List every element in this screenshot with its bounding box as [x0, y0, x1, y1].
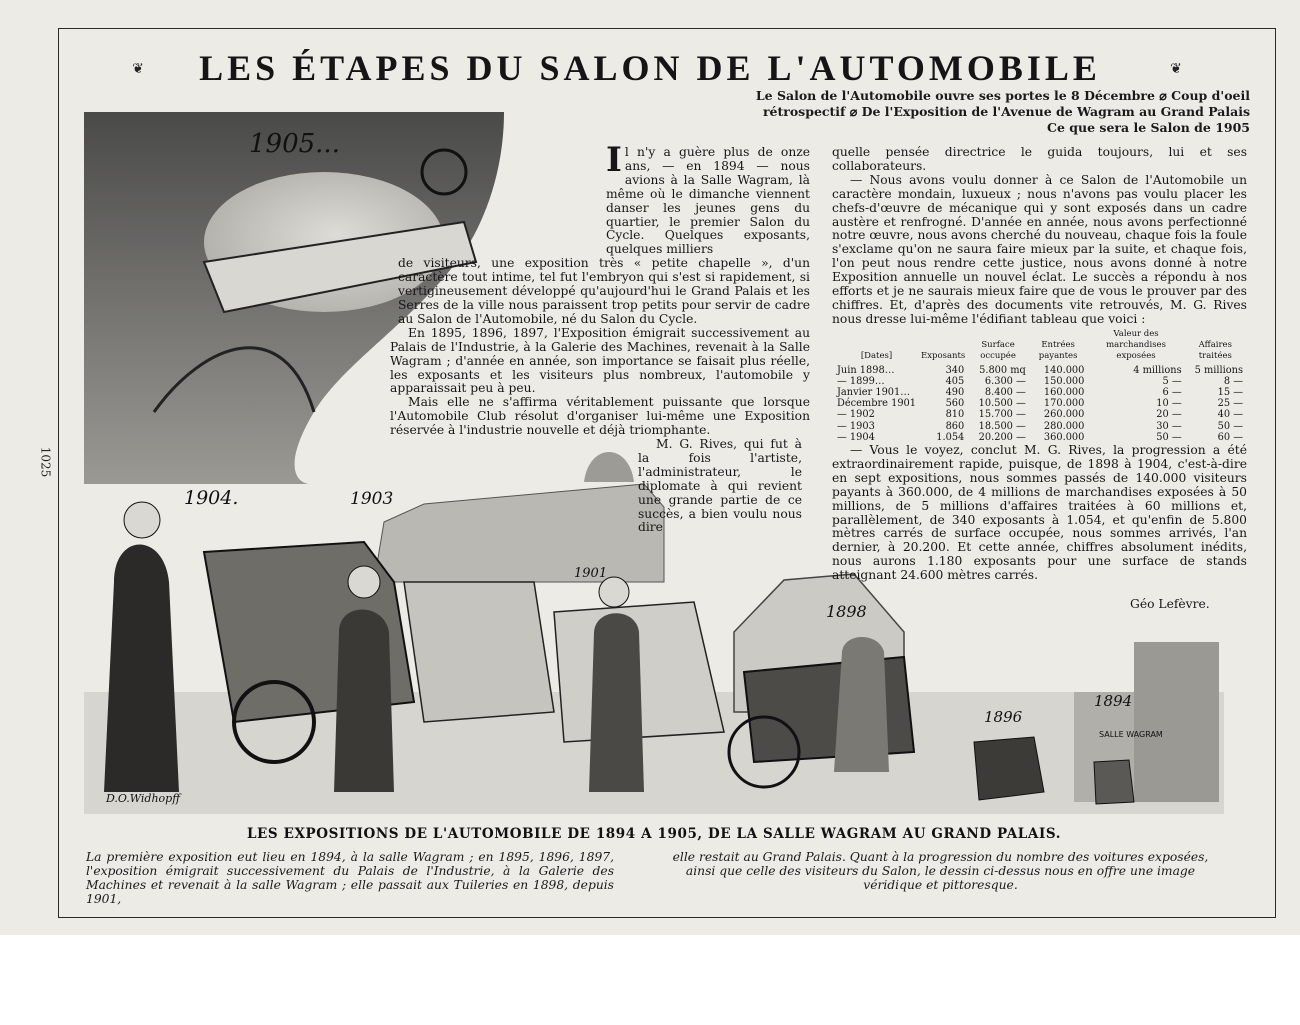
table-cell: 140.000 [1043, 364, 1085, 376]
article-paragraph: En 1895, 1896, 1897, l'Exposition émigrait successivement au Palais de l'Industrie, à la Galerie des Machines, revenait à la Salle Wagram ; d'année en année, son importance se faisait plus réelle, les exposants et les visiteurs plus nombreux, l'automobile y apparaissait peu à peu. [390, 325, 810, 396]
subtitle-line: Le Salon de l'Automobile ouvre ses portes le 8 Décembre ⌀ Coup d'oeil [755, 88, 1250, 103]
caption-left: La première exposition eut lieu en 1894, à la salle Wagram ; en 1895, 1896, 1897, l'exposition émigrait successivement du Palais de l'Industrie, à la Galerie des Machines et revenait à la salle Wagram ; elle passait aux Tuileries en 1898, depuis 1901, [86, 850, 614, 906]
table-cell: 5.800 mq [979, 364, 1026, 376]
car-1903 [404, 582, 554, 722]
wagram-building [1134, 642, 1219, 802]
year-label-1894: 1894 [1094, 692, 1133, 710]
dropcap: I [606, 140, 622, 180]
table-cell: 5 — [1162, 375, 1182, 387]
table-cell: 160.000 [1043, 387, 1085, 399]
table-cell: 18.500 — [978, 420, 1026, 432]
table-header: Entrées payantes [1038, 340, 1078, 362]
table-cell: — 1903 [837, 420, 875, 432]
author-signature: Géo Lefèvre. [1130, 597, 1210, 611]
caption-right: elle restait au Grand Palais. Quant à la progression du nombre des voitures exposées, ainsi que celle des visiteurs du Salon, le dessin ci-dessus nous en offre une image véridique et pittoresque. [672, 850, 1209, 892]
table-cell: 490 [945, 387, 965, 399]
year-label-1896: 1896 [984, 708, 1023, 726]
page-number: 1025 [38, 446, 53, 478]
article-column-2-continued [832, 444, 1247, 583]
table-cell: 8.400 — [984, 387, 1026, 399]
car-1896 [974, 737, 1044, 800]
table-cell: 10.500 — [978, 398, 1026, 410]
subtitle-line: rétrospectif ⌀ De l'Exposition de l'Avenue de Wagram au Grand Palais [762, 104, 1250, 119]
table-cell: — 1899… [837, 375, 885, 387]
table-cell: 15 — [1217, 387, 1243, 399]
year-label-1901: 1901 [574, 566, 608, 581]
article-column-2 [832, 146, 1247, 327]
article-paragraph: — Nous avons voulu donner à ce Salon de l'Automobile un caractère mondain, luxueux ; nous n'avons pas voulu placer les chefs-d'œuvre de mécanique qui y sont exposés dans un cadre austère et renfrogné. D'année en année, nous avons perfectionné notre œuvre, nous avons cherché du nouveau, chaque fois la foule s'exclame qu'on ne saura faire mieux par la suite, et chaque fois, l'on peut nous rendre cette justice, nous avons donné à notre Exposition annuelle un nouvel éclat. Le succès a répondu à nos efforts et je ne saurais mieux faire que de vous le prouver par des chiffres. Et, d'après des documents vite retrouvés, M. G. Rives nous dresse lui-même l'édifiant tableau que voici : [832, 172, 1247, 326]
table-header-row [834, 329, 1246, 365]
table-cell: 50 — [1156, 431, 1182, 443]
article-paragraph [606, 140, 810, 257]
article-paragraph: — Vous le voyez, conclut M. G. Rives, la progression a été extraordinairement rapide, puisque, de 1898 à 1904, c'est-à-dire en sept expositions, nous sommes passés de 140.000 visiteurs payants à 360.000, de 4 millions de marchandises exposées à 50 millions, de 5 millions d'affaires traitées à 60 millions et, parallèlement, de 340 exposants à 1.054, et qu'enfin de 5.800 mètres carrés de surface occupée, nous sommes arrivés, l'an dernier, à 20.200. Et cette année, chiffres absolument inédits, nous aurons 1.180 exposants pour une surface de stands atteignant 24.600 mètres carrés. [832, 443, 1247, 583]
table-cell: Janvier 1901… [837, 387, 911, 399]
table-cell: 260.000 [1043, 409, 1085, 421]
car-1898 [744, 657, 914, 762]
article-paragraph: quelle pensée directrice le guida toujours, lui et ses collaborateurs. [832, 145, 1247, 173]
table-row [834, 365, 1246, 376]
article-paragraph: de visiteurs, une exposition très « petite chapelle », d'un caractère tout intime, tel fut l'embryon qui s'est si rapidement, si vertigineusement développé qu'aujourd'hui le Grand Palais et les Serres de la ville nous paraissent trop petits pour servir de cadre au Salon de l'Automobile, né du Salon du Cycle. [398, 256, 810, 326]
table-cell: 8 — [1223, 375, 1243, 387]
leaf-ornament-right-icon: ❦ [1170, 61, 1182, 77]
table-cell: 25 — [1217, 398, 1243, 410]
table-cell: — 1902 [837, 409, 875, 421]
table-row [834, 376, 1246, 387]
table-header: Valeur des marchandises exposées [1106, 329, 1166, 362]
table-row [834, 387, 1246, 398]
paragraph-text: l n'y a guère plus de onze ans, — en 1894 — nous avions à la Salle Wagram, là même où le dimanche viennent danser les jeunes gens du quartier, le premier Salon du Cycle. Quelques exposants, quelques milliers [606, 145, 810, 257]
artist-signature: D.O.Widhopff [106, 792, 181, 805]
table-cell: Décembre 1901 [837, 398, 917, 410]
table-cell: 280.000 [1043, 420, 1085, 432]
table-cell: 150.000 [1043, 375, 1085, 387]
table-cell: 5 millions [1194, 364, 1243, 376]
table-cell: 60 — [1217, 431, 1243, 443]
table-cell: 1.054 [936, 431, 965, 443]
figure-1898-driver [834, 637, 889, 772]
figure-1901-driver [589, 613, 644, 792]
table-cell: 40 — [1217, 409, 1243, 421]
caption-title: LES EXPOSITIONS DE L'AUTOMOBILE DE 1894 A 1905, DE LA SALLE WAGRAM AU GRAND PALAIS. [246, 826, 1062, 842]
table-header: Affaires traitées [1198, 340, 1232, 362]
figure-1903-driver [334, 610, 394, 793]
figure-head [124, 502, 160, 538]
table-cell: 360.000 [1043, 431, 1085, 443]
article-paragraph: M. G. Rives, qui fut à la fois l'artiste, l'administrateur, le diplomate à qui revient une grande partie de ce succès, a bien voulu nous dire [638, 437, 802, 535]
table-cell: 6.300 — [984, 375, 1026, 387]
year-label-1903: 1903 [350, 489, 394, 509]
article-column-1 [390, 140, 810, 535]
figure-head [348, 566, 380, 598]
page-title: LES ÉTAPES DU SALON DE L'AUTOMOBILE [199, 48, 1101, 88]
year-label-1904: 1904. [184, 487, 239, 509]
table-cell: 405 [945, 375, 965, 387]
article-paragraph: Mais elle ne s'affirma véritablement puissante que lorsque l'Automobile Club résolut d'organiser lui-même une Exposition réservée à l'industrie nouvelle et déjà triomphante. [390, 395, 810, 438]
figure-1904-driver [104, 545, 179, 793]
table-cell: 860 [945, 420, 965, 432]
table-header: Surface occupée [980, 340, 1016, 362]
year-label-1905: 1905... [249, 129, 340, 159]
car-1894 [1094, 760, 1134, 804]
figure-head [599, 577, 629, 607]
table-cell: 6 — [1162, 387, 1182, 399]
table-cell: 20.200 — [978, 431, 1026, 443]
table-cell: — 1904 [837, 431, 875, 443]
table-cell: 560 [945, 398, 965, 410]
table-cell: Juin 1898… [837, 364, 895, 376]
table-row [834, 421, 1246, 432]
statistics-table [834, 329, 1246, 443]
table-cell: 50 — [1217, 420, 1243, 432]
table-row [834, 432, 1246, 443]
table-cell: 30 — [1156, 420, 1182, 432]
year-label-1898: 1898 [826, 602, 867, 621]
table-cell: 15.700 — [978, 409, 1026, 421]
table-cell: 20 — [1156, 409, 1182, 421]
table-cell: 4 millions [1133, 364, 1182, 376]
subtitle-line: Ce que sera le Salon de 1905 [1047, 120, 1250, 135]
table-cell: 10 — [1156, 398, 1182, 410]
table-cell: 170.000 [1043, 398, 1085, 410]
leaf-ornament-left-icon: ❦ [132, 61, 144, 77]
table-cell: 810 [945, 409, 965, 421]
table-cell: 340 [945, 364, 965, 376]
shop-sign: SALLE WAGRAM [1099, 730, 1163, 739]
table-header: [Dates] [860, 351, 893, 362]
table-header: Exposants [921, 351, 966, 362]
table-row [834, 409, 1246, 420]
table-row [834, 398, 1246, 409]
